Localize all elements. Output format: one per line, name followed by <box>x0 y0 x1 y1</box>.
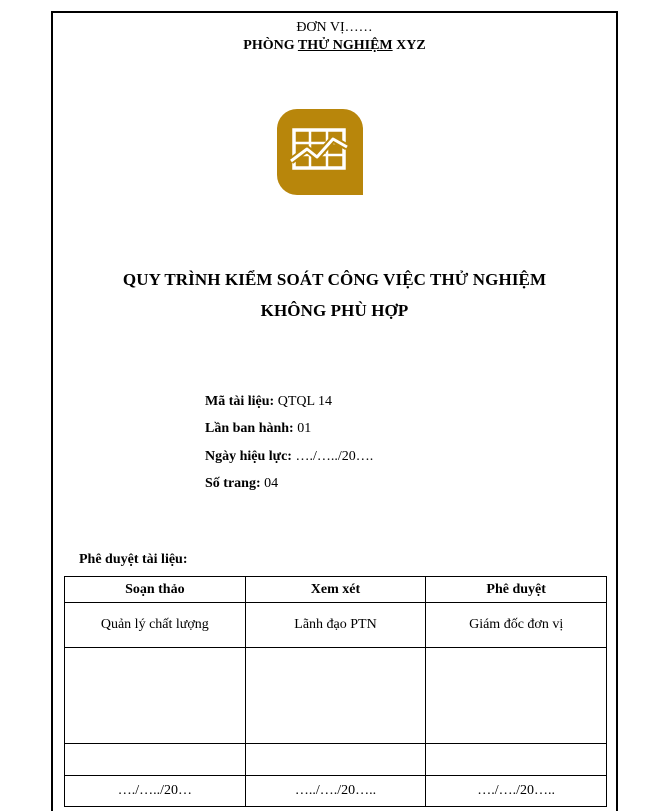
lab-name-suffix: XYZ <box>392 38 426 53</box>
document-title-line-1: QUY TRÌNH KIỂM SOÁT CÔNG VIỆC THỬ NGHIỆM <box>122 270 547 289</box>
document-revision-value: 01 <box>293 421 312 436</box>
document-title-line-2: KHÔNG PHÙ HỢP <box>260 301 409 320</box>
signer-name-cell-draft <box>65 744 246 776</box>
document-page-count-label: Số trang: <box>205 476 261 491</box>
document-effective-date-value: …./…../20…. <box>291 449 374 464</box>
document-code-label: Mã tài liệu: <box>205 394 275 409</box>
document-page-count <box>205 476 278 492</box>
signature-cell-review <box>245 648 426 744</box>
signer-name-cell-review <box>245 744 426 776</box>
document-effective-date <box>205 449 373 465</box>
column-header-draft: Soạn thảo <box>65 577 246 603</box>
signature-cell-approve <box>426 648 607 744</box>
approval-table <box>64 576 607 807</box>
chart-logo-icon <box>277 109 363 195</box>
column-header-review: Xem xét <box>245 577 426 603</box>
approval-header-row <box>65 577 607 603</box>
document-code <box>205 394 332 410</box>
signer-name-cell-approve <box>426 744 607 776</box>
document-effective-date-label: Ngày hiệu lực: <box>205 449 292 464</box>
signer-name-row <box>65 744 607 776</box>
lab-name-prefix: PHÒNG <box>243 38 298 53</box>
signature-cell-draft <box>65 648 246 744</box>
column-header-approve: Phê duyệt <box>426 577 607 603</box>
lab-name-underlined: THỬ NGHIỆM <box>297 38 393 53</box>
approval-date-row <box>65 776 607 807</box>
role-lab-leader: Lãnh đạo PTN <box>245 603 426 648</box>
document-code-value: QTQL 14 <box>274 394 333 409</box>
date-draft: …./…../20… <box>65 776 246 807</box>
role-unit-director: Giám đốc đơn vị <box>426 603 607 648</box>
approval-heading: Phê duyệt tài liệu: <box>79 552 188 567</box>
document-page-count-value: 04 <box>260 476 279 491</box>
document-revision <box>205 421 311 437</box>
approval-role-row <box>65 603 607 648</box>
document-page <box>51 11 618 811</box>
date-approve: …./…./20….. <box>426 776 607 807</box>
document-revision-label: Lần ban hành: <box>205 421 294 436</box>
unit-name: ĐƠN VỊ…… <box>296 20 373 35</box>
lab-name <box>53 38 616 54</box>
role-quality-manager: Quản lý chất lượng <box>65 603 246 648</box>
signature-row <box>65 648 607 744</box>
date-review: …../…./20….. <box>245 776 426 807</box>
